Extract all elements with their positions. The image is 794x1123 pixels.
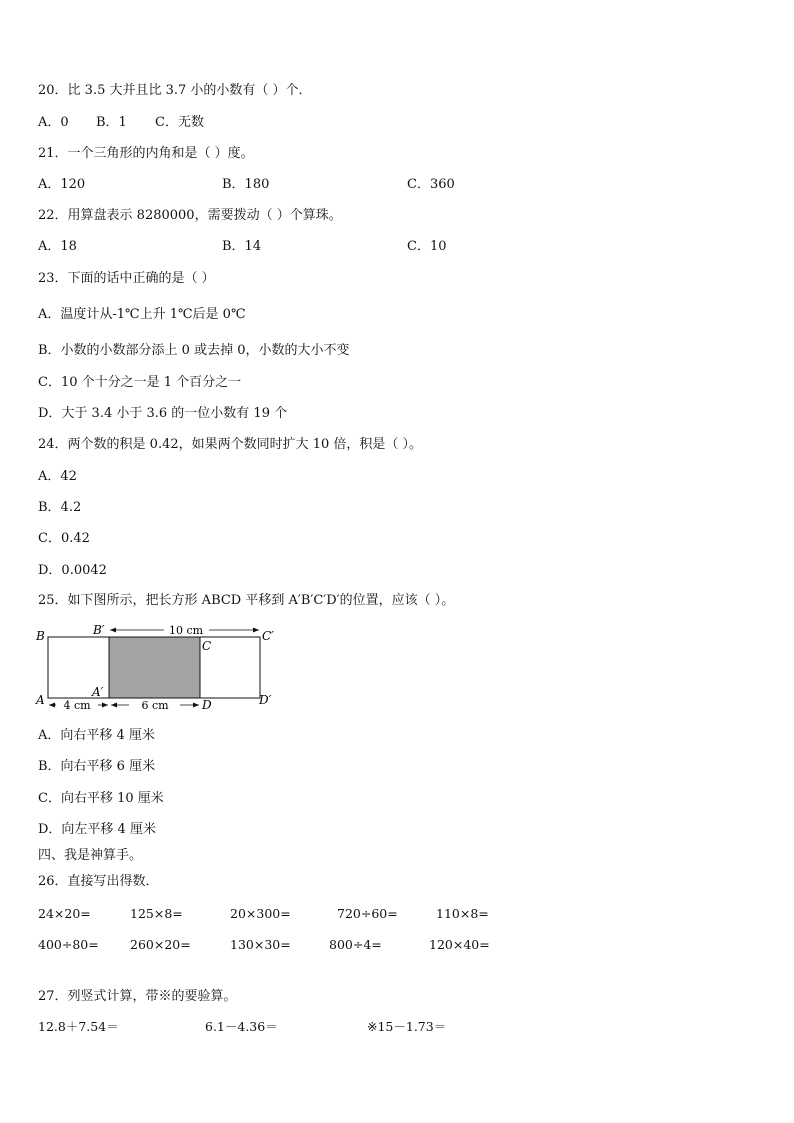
question-22-stem: 22．用算盘表示 8280000，需要拨动（ ）个算珠。 [38, 208, 342, 223]
translation-figure [34, 622, 284, 712]
q26-row2-item2: 260×20= [130, 937, 191, 952]
vertex-label-b-prime: B′ [93, 623, 105, 637]
vertex-label-a-prime: A′ [92, 685, 104, 699]
vertex-label-d-prime: D′ [259, 693, 272, 707]
q25-option-b: B．向右平移 6 厘米 [38, 759, 156, 774]
q25-option-a: A．向右平移 4 厘米 [38, 728, 155, 743]
q26-row1-item5: 110×8= [436, 906, 489, 921]
q22-option-b: B．14 [222, 239, 262, 254]
dim-left-label: 4 cm [63, 699, 91, 712]
vertex-label-c: C [202, 639, 212, 653]
q23-option-b: B．小数的小数部分添上 0 或去掉 0，小数的大小不变 [38, 343, 350, 358]
question-25-stem: 25．如下图所示，把长方形 ABCD 平移到 A′B′C′D′的位置，应该（ ）。 [38, 593, 455, 608]
dim-left-arrow-left [49, 703, 55, 708]
q23-option-a: A．温度计从-1℃上升 1℃后是 0℃ [38, 307, 246, 322]
question-23-stem: 23．下面的话中正确的是（ ） [38, 271, 215, 286]
q20-option-b: B．1 [96, 115, 127, 130]
q22-option-c: C．10 [407, 239, 447, 254]
dim-top-label: 10 cm [168, 624, 204, 637]
q23-option-d: D．大于 3.4 小于 3.6 的一位小数有 19 个 [38, 406, 288, 421]
dim-bottom-arrow-left [111, 703, 117, 708]
dim-top-arrow-left [110, 628, 116, 633]
q27-item3: ※15－1.73＝ [367, 1019, 447, 1034]
dim-bottom-label: 6 cm [141, 699, 169, 712]
q26-row1-item2: 125×8= [130, 906, 183, 921]
q20-option-a: A．0 [38, 115, 69, 130]
q22-option-a: A．18 [38, 239, 77, 254]
q24-option-d: D．0.0042 [38, 563, 107, 578]
q24-option-a: A．42 [38, 469, 77, 484]
q26-row2-item4: 800÷4= [329, 937, 382, 952]
section-4-title: 四、我是神算手。 [38, 848, 143, 863]
q25-option-d: D．向左平移 4 厘米 [38, 822, 156, 837]
q26-row2-item1: 400÷80= [38, 937, 99, 952]
q27-item1: 12.8＋7.54＝ [38, 1019, 119, 1034]
vertex-label-a: A [36, 693, 45, 707]
vertex-label-d: D [202, 698, 212, 712]
q26-row2-item5: 120×40= [429, 937, 490, 952]
question-21-stem: 21．一个三角形的内角和是（ ）度。 [38, 146, 254, 161]
q26-row1-item4: 720÷60= [337, 906, 398, 921]
q21-option-a: A．120 [38, 177, 86, 192]
q20-option-c: C．无数 [155, 115, 204, 130]
question-20-stem: 20．比 3.5 大并且比 3.7 小的小数有（ ）个． [38, 83, 312, 98]
q23-option-c: C．10 个十分之一是 1 个百分之一 [38, 375, 242, 390]
vertex-label-b: B [36, 629, 45, 643]
dim-top-arrow-right [253, 628, 259, 633]
q25-option-c: C．向右平移 10 厘米 [38, 791, 164, 806]
q26-row2-item3: 130×30= [230, 937, 291, 952]
q26-row1-item1: 24×20= [38, 906, 91, 921]
q21-option-c: C．360 [407, 177, 455, 192]
dim-bottom-arrow-right [193, 703, 199, 708]
q24-option-b: B．4.2 [38, 500, 82, 515]
vertex-label-c-prime: C′ [262, 629, 274, 643]
q24-option-c: C．0.42 [38, 531, 90, 546]
question-27-stem: 27．列竖式计算，带※的要验算。 [38, 989, 237, 1004]
q21-option-b: B．180 [222, 177, 270, 192]
q26-row1-item3: 20×300= [230, 906, 291, 921]
dim-left-arrow-right [102, 703, 108, 708]
question-24-stem: 24．两个数的积是 0.42，如果两个数同时扩大 10 倍，积是（ ）。 [38, 437, 423, 452]
question-26-stem: 26．直接写出得数． [38, 874, 159, 889]
q27-item2: 6.1－4.36＝ [205, 1019, 278, 1034]
shaded-overlap-rect [109, 637, 200, 698]
